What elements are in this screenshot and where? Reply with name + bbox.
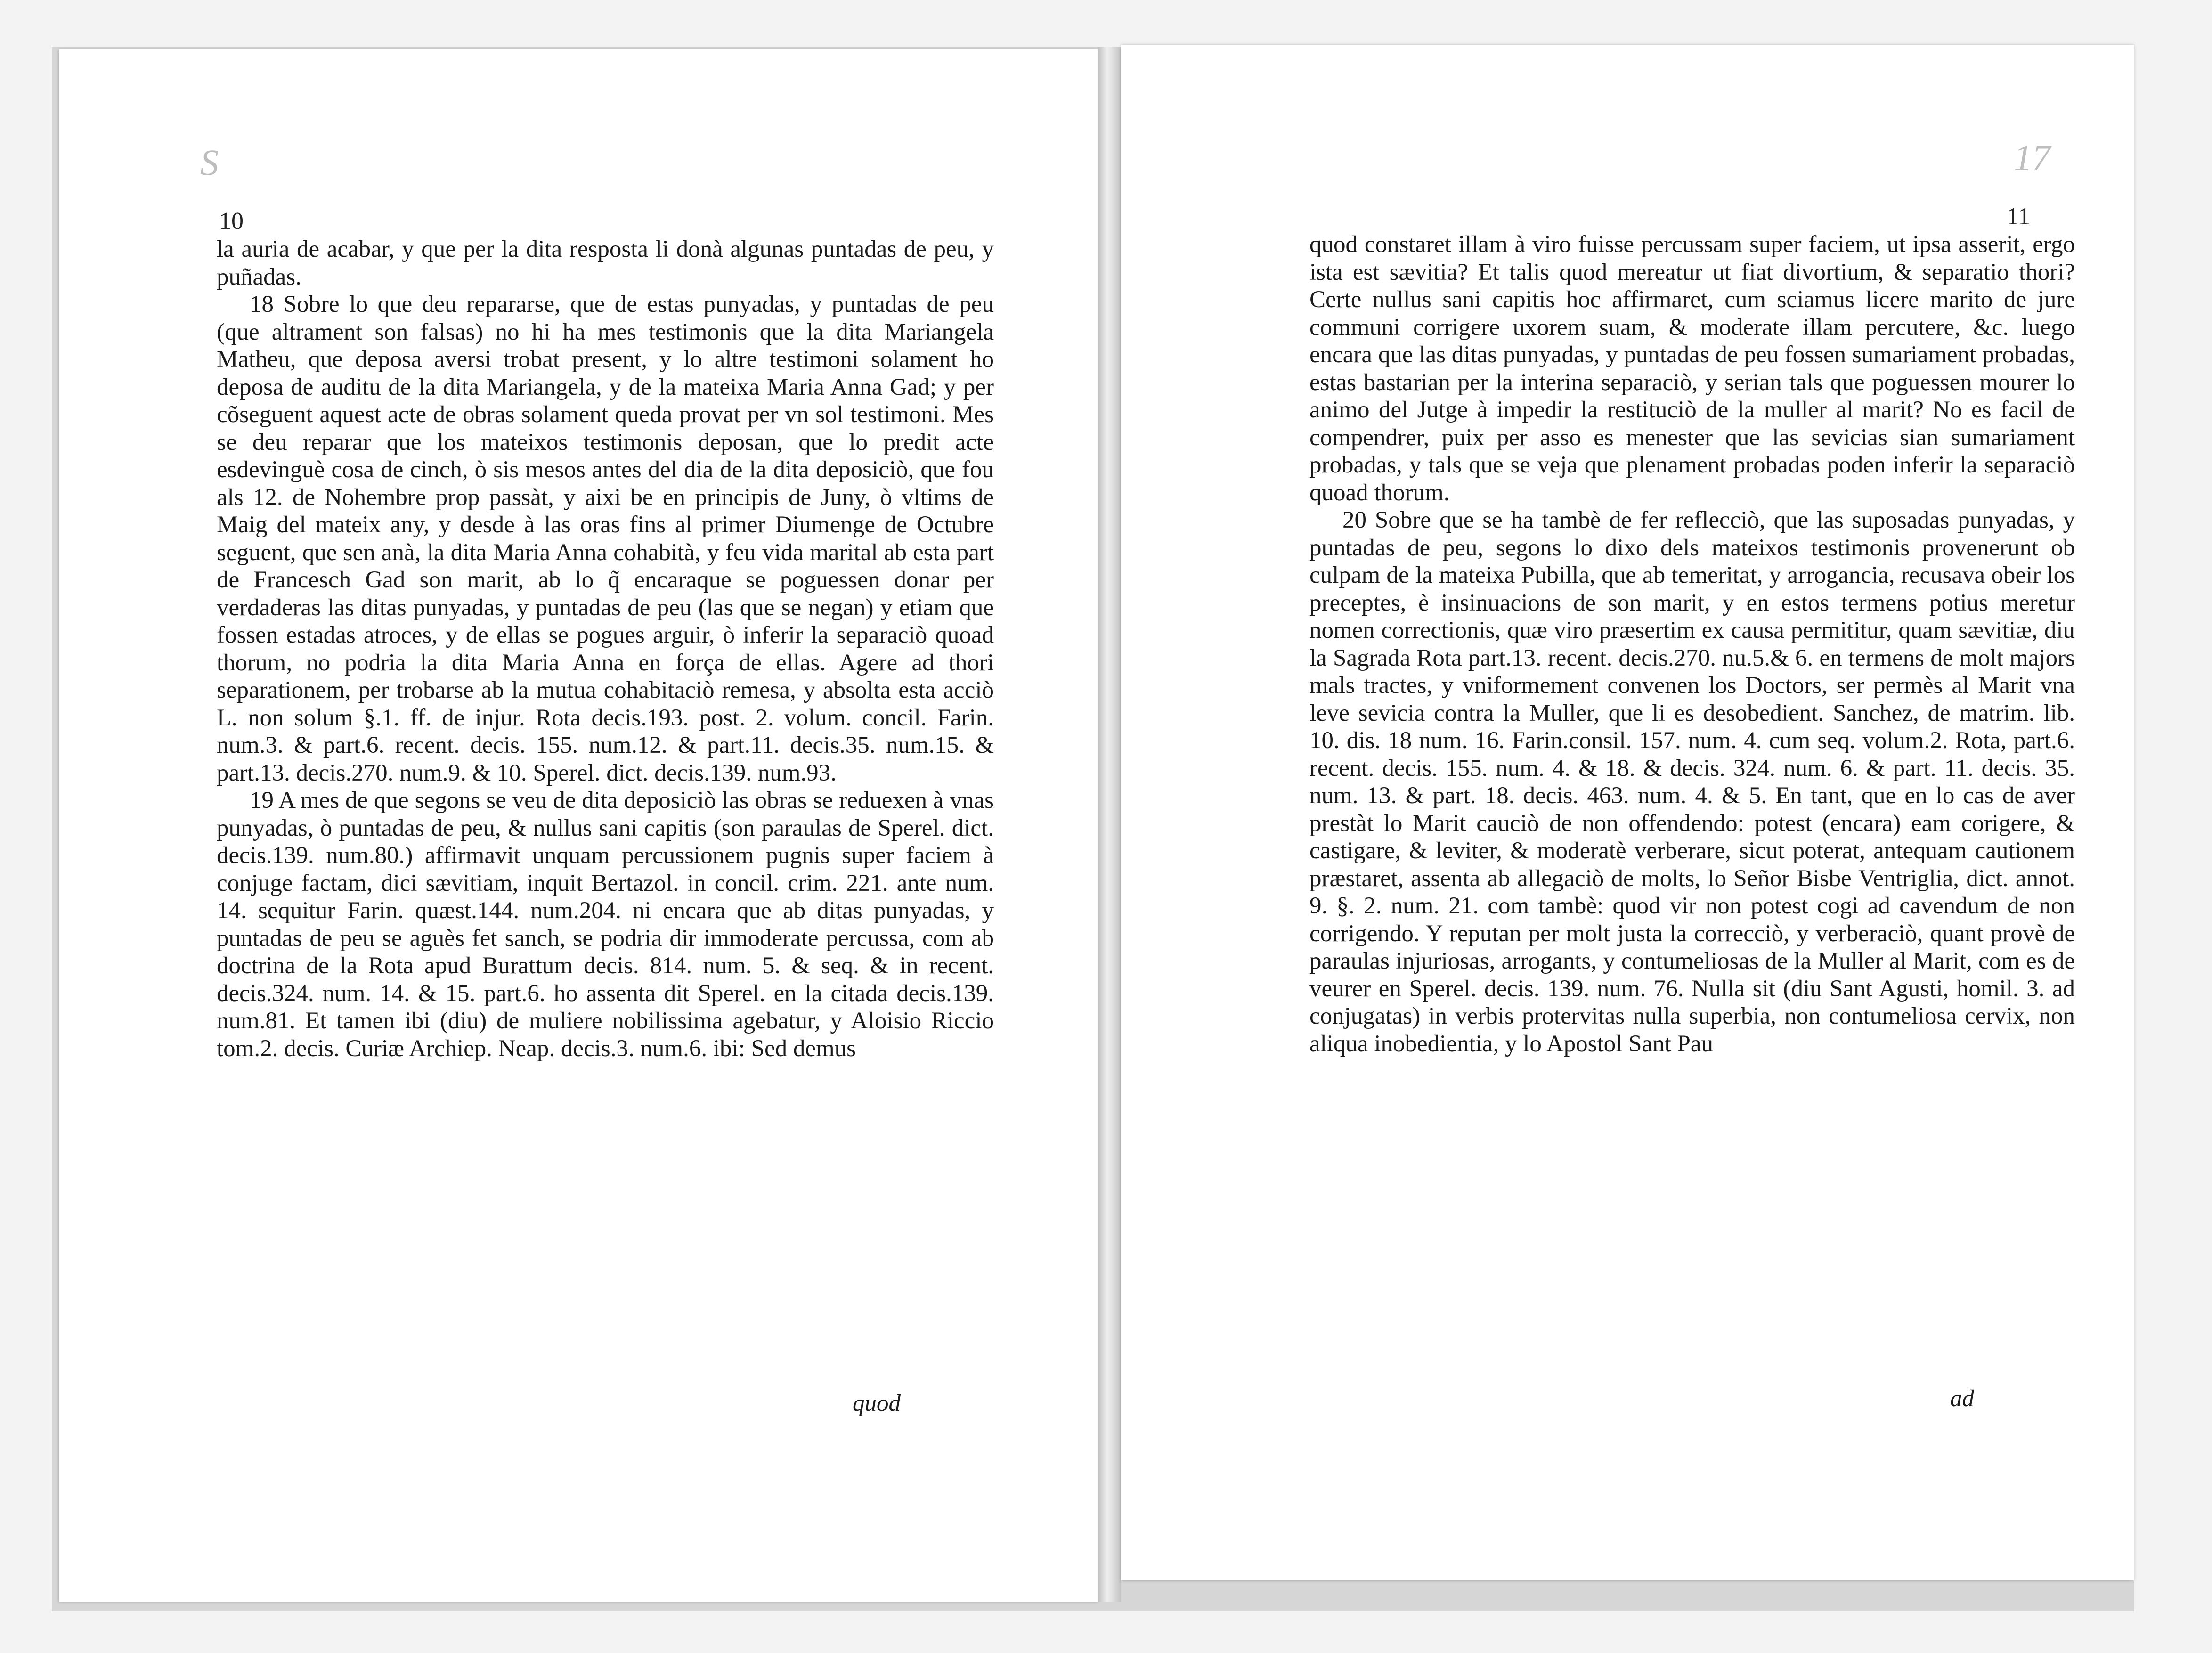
book-gutter [1098, 47, 1121, 1602]
left-page-number: 10 [219, 208, 244, 235]
left-page [59, 49, 1098, 1602]
right-catchword: ad [1950, 1385, 1974, 1412]
left-paragraph-19: 19 A mes de que segons se veu de dita deposiciò las obras se reduexen à vnas punyadas, ò puntadas de peu, & nullus sani capitis (son paraulas de Sperel. dict. decis.139. num.80.) affirmavit unquam percussionem pugnis super faciem à conjuge factam, dici sævitiam, inquit Bertazol. in concil. crim. 221. ante num. 14. sequitur Farin. quæst.144. num.204. ni encara que ab ditas punyadas, y puntadas de peu se aguès fet sanch, se podria dir immoderate percussa, com ab doctrina de la Rota apud Burattum decis. 814. num. 5. & seq. & in recent. decis.324. num. 14. & 15. part.6. ho assenta dit Sperel. en la citada decis.139. num.81. Et tamen ibi (diu) de muliere nobilissima agebatur, y Aloisio Riccio tom.2. decis. Curiæ Archiep. Neap. decis.3. num.6. ibi: Sed demus [217, 787, 994, 1062]
right-corner-mark: 17 [2014, 137, 2050, 178]
left-corner-mark: S [200, 142, 219, 183]
left-text-column [217, 236, 994, 1062]
left-paragraph-continuation: la auria de acabar, y que per la dita resposta li donà algunas puntadas de peu, y puñadas. [217, 236, 994, 290]
left-catchword: quod [853, 1390, 901, 1417]
right-text-column [1309, 231, 2075, 1058]
left-paragraph-18: 18 Sobre lo que deu repararse, que de estas punyadas, y puntadas de peu (que altrament son falsas) no hi ha mes testimonis que la dita Mariangela Matheu, que deposa aversi trobat present, y lo altre testimoni solament ho deposa de auditu de la dita Mariangela, y de la mateixa Maria Anna Gad; y per cõseguent aquest acte de obras solament queda provat per vn sol testimoni. Mes se deu reparar que los mateixos testimonis deposan, que lo predit acte esdevinguè cosa de cinch, ò sis mesos antes del dia de la dita deposiciò, que fou als 12. de Nohembre prop passàt, y aixi be en principis de Juny, ò vltims de Maig del mateix any, y desde à las oras fins al primer Diumenge de Octubre seguent, que sen anà, la dita Maria Anna cohabità, y feu vida marital ab esta part de Francesch Gad son marit, ab lo q̃ encaraque se poguessen donar per verdaderas las ditas punyadas, y puntadas de peu (las que se negan) y etiam que fossen estadas atroces, y de ellas se pogues arguir, ò inferir la separaciò quoad thorum, no podria la dita Maria Anna en força de ellas. Agere ad thori separationem, per trobarse ab la mutua cohabitaciò remesa, y absolta esta acciò L. non solum §.1. ff. de injur. Rota decis.193. post. 2. volum. concil. Farin. num.3. & part.6. recent. decis. 155. num.12. & part.11. decis.35. num.15. & part.13. decis.270. num.9. & 10. Sperel. dict. decis.139. num.93. [217, 291, 994, 786]
right-page [1121, 45, 2134, 1580]
right-paragraph-20: 20 Sobre que se ha tambè de fer reflecciò, que las suposadas punyadas, y puntadas de peu, segons lo dixo dels mateixos testimonis provenerunt ob culpam de la mateixa Pubilla, que ab temeritat, y arrogancia, recusava obeir los preceptes, è insinuacions de son marit, y en estos termens potius meretur nomen correctionis, quæ viro præsertim ex causa permititur, quam sævitiæ, diu la Sagrada Rota part.13. recent. decis.270. nu.5.& 6. en termens de molt majors mals tractes, y vniformement convenen los Doctors, ser permès al Marit vna leve sevicia contra la Muller, que li es desobedient. Sanchez, de matrim. lib. 10. dis. 18 num. 16. Farin.consil. 157. num. 4. cum seq. volum.2. Rota, part.6. recent. decis. 155. num. 4. & 18. & decis. 324. num. 6. & part. 11. decis. 35. num. 13. & part. 18. decis. 463. num. 4. & 5. En tant, que en lo cas de aver prestàt lo Marit cauciò de non offendendo: potest (encara) eam corigere, & castigare, & leviter, & moderatè verberare, sicut poterat, antequam cautionem præstaret, assenta ab allegaciò de molts, lo Señor Bisbe Ventriglia, dict. annot. 9. §. 2. num. 21. com tambè: quod vir non potest cogi ad cavendum de non corrigendo. Y reputan per molt justa la correcciò, y verberaciò, quant provè de paraulas injuriosas, arrogants, y contumeliosas de la Muller al Marit, com es de veurer en Sperel. decis. 139. num. 76. Nulla sit (diu Sant Agusti, homil. 3. ad conjugatas) in verbis protervitas nulla superbia, non contumeliosa cervix, non aliqua inobedientia, y lo Apostol Sant Pau [1309, 507, 2075, 1057]
right-page-number: 11 [2007, 203, 2031, 230]
right-paragraph-continuation: quod constaret illam à viro fuisse percussam super faciem, ut ipsa asserit, ergo ista est sævitia? Et talis quod mereatur ut fiat divortium, & separatio thori? Certe nullus sani capitis hoc affirmaret, cum sciamus licere marito de jure communi corrigere uxorem suam, & moderate illam percutere, &c. luego encara que las ditas punyadas, y puntadas de peu fossen sumariament probadas, estas bastarian per la interina separaciò, y serian tals que poguessen mourer lo animo del Jutge à impedir la restituciò de la muller al marit? No es facil de compendrer, puix per asso es menester que las sevicias sian sumariament probadas, y tals que se veja que plenament probadas poden inferir la separaciò quoad thorum. [1309, 231, 2075, 506]
